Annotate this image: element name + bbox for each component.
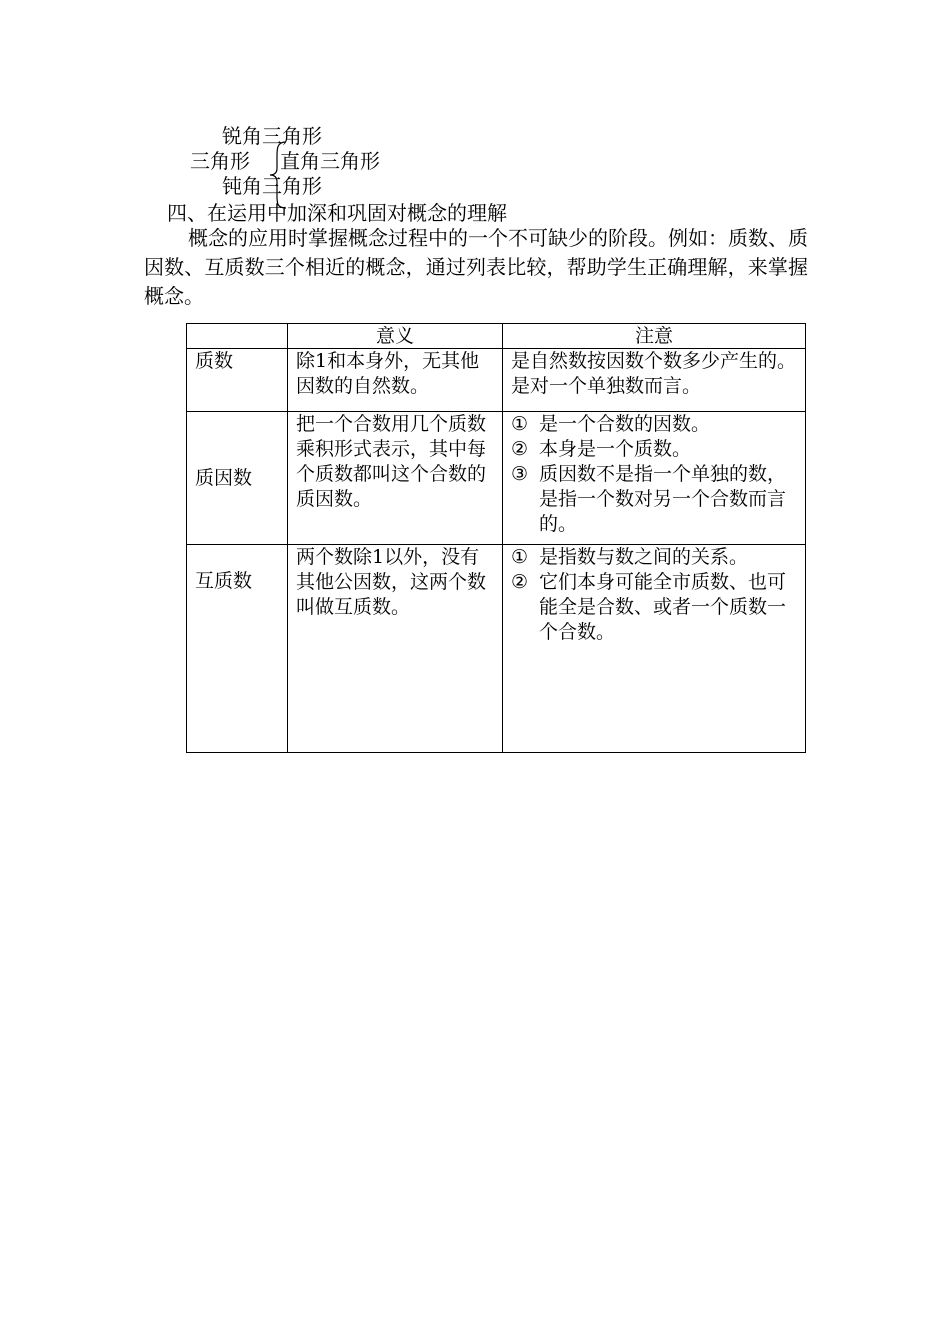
class-obtuse: 钝角三角形 <box>222 174 322 198</box>
row-label: 质数 <box>187 349 288 412</box>
note-item <box>511 412 799 437</box>
note-text: 是指数与数之间的关系。 <box>539 546 749 568</box>
header-notes: 注意 <box>503 324 806 349</box>
note-number: ① <box>511 546 529 568</box>
row-notes <box>503 349 806 412</box>
body-paragraph: 概念的应用时掌握概念过程中的一个不可缺少的阶段。例如：质数、质因数、互质数三个相近的概念，通过列表比较，帮助学生正确理解，来掌握概念。 <box>144 226 808 308</box>
row-meaning: 除1和本身外，无其他因数的自然数。 <box>288 349 503 412</box>
note-number: ② <box>511 571 529 593</box>
note-text: 质因数不是指一个单独的数，是指一个数对另一个合数而言的。 <box>539 463 787 535</box>
row-notes <box>503 545 806 753</box>
row-meaning: 把一个合数用几个质数乘积形式表示，其中每个质数都叫这个合数的质因数。 <box>288 412 503 545</box>
note-number: ③ <box>511 463 529 485</box>
note-item <box>511 437 799 462</box>
table-header-row <box>187 324 806 349</box>
table-row <box>187 545 806 753</box>
note-item <box>511 462 799 537</box>
table-row <box>187 349 806 412</box>
note-text: 本身是一个质数。 <box>539 438 692 460</box>
class-acute: 锐角三角形 <box>222 124 322 148</box>
row-label: 互质数 <box>187 545 288 753</box>
row-label: 质因数 <box>187 412 288 545</box>
note-number: ① <box>511 413 529 435</box>
table-row <box>187 412 806 545</box>
header-meaning: 意义 <box>288 324 503 349</box>
note-number: ② <box>511 438 529 460</box>
note-text: 是自然数按因数个数多少产生的。是对一个单独数而言。 <box>511 350 797 397</box>
class-root: 三角形 <box>190 149 250 173</box>
concept-table <box>186 323 806 753</box>
note-text: 是一个合数的因数。 <box>539 413 711 435</box>
note-text: 它们本身可能全市质数、也可能全是合数、或者一个质数一个合数。 <box>539 571 787 643</box>
class-right: 直角三角形 <box>280 149 380 173</box>
note-item <box>511 545 799 570</box>
row-notes <box>503 412 806 545</box>
section-heading: 四、在运用中加深和巩固对概念的理解 <box>167 201 507 225</box>
note-item <box>511 570 799 645</box>
row-meaning: 两个数除1以外，没有其他公因数，这两个数叫做互质数。 <box>288 545 503 753</box>
header-empty <box>187 324 288 349</box>
